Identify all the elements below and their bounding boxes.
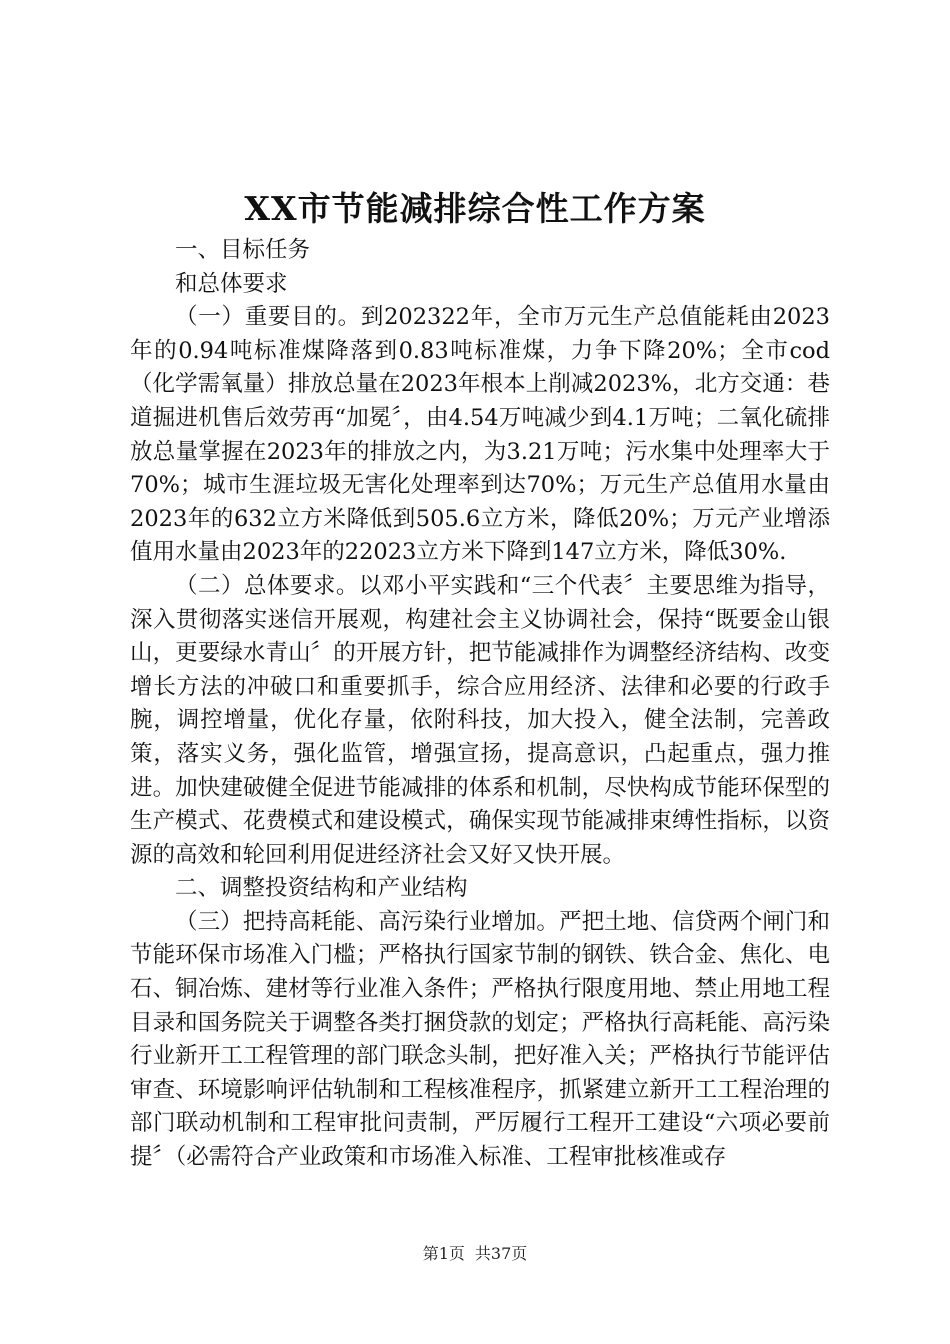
document-body — [130, 234, 830, 1175]
page-total: 共37页 — [474, 1244, 528, 1263]
page-number: 第1页 — [422, 1244, 465, 1263]
section-heading-1-continued: 和总体要求 — [175, 270, 288, 297]
section-heading-1: 一、目标任务 — [175, 237, 311, 263]
section-heading-2: 二、调整投资结构和产业结构 — [175, 875, 468, 902]
page-footer — [0, 1243, 950, 1265]
paragraph-control-industries: （三）把持高耗能、高污染行业增加。严把土地、信贷两个闸门和节能环保市场准入门槛；严格执行国家节制的钢铁、铁合金、焦化、电石、铜冶炼、建材等行业准入条件；严格执行限度用地、禁止用地工程目录和国务院关于调整各类打捆贷款的划定；严格执行高耗能、高污染行业新开工工程管理的部门联念头制，把好准入关；严格执行节能评估审查、环境影响评估轨制和工程核准程序，抓紧建立新开工工程治理的部门联动机制和工程审批问责制，严厉履行工程开工建设“六项必要前提〞（必需符合产业政策和市场准入标准、工程审批核准或存 — [130, 908, 830, 1171]
document-title: XX市节能减排综合性工作方案 — [244, 189, 706, 228]
paragraph-goals: （一）重要目的。到202322年，全市万元生产总值能耗由2023年的0.94吨标准煤降落到0.83吨标准煤，力争下降20%；全市cod（化学需氧量）排放总量在2023年根本上削减2023%，北方交通：巷道掘进机售后效劳再“加冕〞，由4.54万吨减少到4.1万吨；二氧化硫排放总量掌握在2023年的排放之内，为3.21万吨；污水集中处理率大于70%；城市生涯垃圾无害化处理率到达70%；万元生产总值用水量由2023年的632立方米降低到505.6立方米，降低20%；万元产业增添值用水量由2023年的22023立方米下降到147立方米，降低30%. — [130, 304, 830, 566]
paragraph-general-requirements: （二）总体要求。以邓小平实践和“三个代表〞主要思维为指导，深入贯彻落实迷信开展观，构建社会主义协调社会，保持“既要金山银山，更要绿水青山〞的开展方针，把节能减排作为调整经济结构、改变增长方法的冲破口和重要抓手，综合应用经济、法律和必要的行政手腕，调控增量，优化存量，依附科技，加大投入，健全法制，完善政策，落实义务，强化监管，增强宣扬，提高意识，凸起重点，强力推进。加快建破健全促进节能减排的体系和机制，尽快构成节能环保型的生产模式、花费模式和建设模式，确保实现节能减排束缚性指标，以资源的高效和轮回利用促进经济社会又好又快开展。 — [130, 572, 830, 868]
